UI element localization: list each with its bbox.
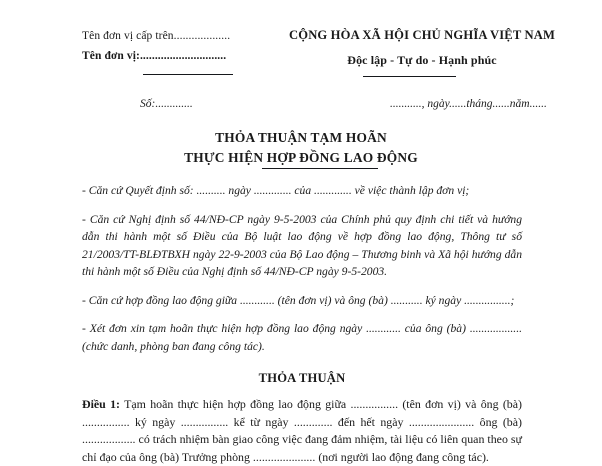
preamble-clause: - Xét đơn xin tạm hoãn thực hiện hợp đồng lao động ngày ............ của ông (bà) .................. (chức danh, phòng ban đang công tác). xyxy=(82,322,522,353)
issuing-organization-block xyxy=(82,26,282,66)
agreement-section-heading: THỎA THUẬN xyxy=(258,371,346,385)
document-number-label: Số:............. xyxy=(140,98,193,110)
document-title-block xyxy=(0,128,602,168)
parent-organization-label: Tên đơn vị cấp trên................... xyxy=(82,30,231,42)
page-title-line-2: THỰC HIỆN HỢP ĐỒNG LAO ĐỘNG xyxy=(184,150,418,165)
organization-label: Tên đơn vị:............................. xyxy=(82,50,227,62)
title-divider xyxy=(262,168,378,169)
article-1-text: Tạm hoãn thực hiện hợp đồng lao động giữa ................ (tên đơn vị) và ông (bà) ................ ký ngày ................ kể từ ngày ............. đến hết ngày ...................... ông (bà) .................. có trách nhiệm bàn giao công việc đang đảm nhiệm, tài liệu có liên quan theo sự chỉ đạo của ông (bà) Trưởng phòng ..................... (nơi người lao động đang công tác). xyxy=(82,397,522,464)
document-meta-row xyxy=(0,98,602,118)
national-motto-divider xyxy=(363,76,456,77)
preamble-clause: - Căn cứ hợp đồng lao động giữa ............ (tên đơn vị) và ông (bà) ........... ký ngày ................; xyxy=(82,293,515,307)
document-body xyxy=(82,182,522,466)
organization-divider xyxy=(143,74,233,75)
article-1 xyxy=(82,396,522,466)
national-title: CỘNG HÒA XÃ HỘI CHỦ NGHĨA VIỆT NAM xyxy=(289,28,555,42)
article-1-label: Điều 1: xyxy=(82,397,120,411)
preamble-clause: - Căn cứ Quyết định số: .......... ngày ............. của ............. về việc thành lập đơn vị; xyxy=(82,184,470,197)
national-heading-block xyxy=(262,26,582,70)
page-title-line-1: THỎA THUẬN TẠM HOÃN xyxy=(215,130,387,145)
document-date-line: ..........., ngày......tháng......năm...... xyxy=(390,98,547,110)
national-motto: Độc lập - Tự do - Hạnh phúc xyxy=(347,53,497,67)
preamble-clause: - Căn cứ Nghị định số 44/NĐ-CP ngày 9-5-2003 của Chính phủ quy định chi tiết và hướng dẫn thi hành một số Điều của Bộ luật lao động về hợp đồng lao động, Thông tư số 21/2003/TT-BLĐTBXH ngày 22-9-2003 của Bộ Lao động – Thương binh và Xã hội hướng dẫn thi hành một số Điều của Nghị định số 44/NĐ-CP ngày 9-5-2003. xyxy=(82,212,522,278)
